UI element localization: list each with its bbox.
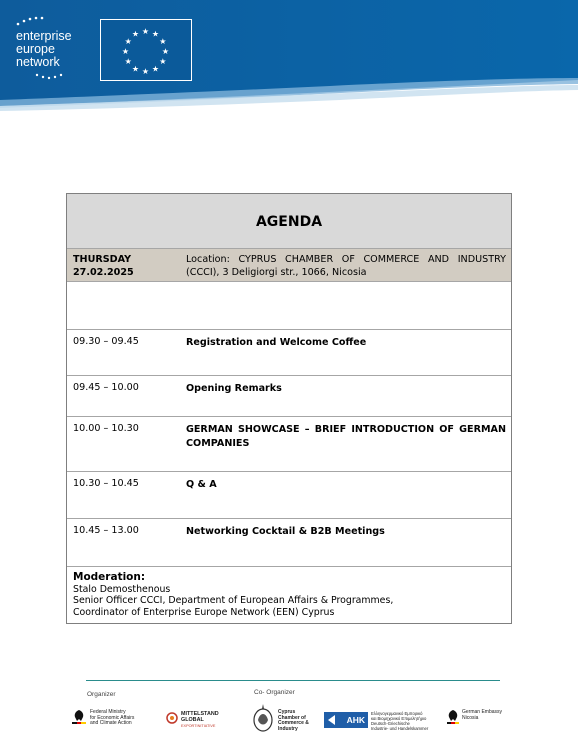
logo-line-2: europe <box>16 42 55 56</box>
eu-stars-icon <box>101 20 190 79</box>
star-arc-icon <box>14 16 54 28</box>
agenda-item-row <box>67 519 511 567</box>
mittelstand-line-2: GLOBAL <box>181 716 204 723</box>
svg-text:★: ★ <box>159 37 167 46</box>
bmwk-line-1: Federal Ministry <box>90 709 126 715</box>
svg-text:★: ★ <box>124 37 132 46</box>
item-title: Networking Cocktail & B2B Meetings <box>186 526 385 537</box>
svg-text:★: ★ <box>131 64 140 74</box>
ccci-line-4: Industry <box>278 725 298 732</box>
empty-time-cell <box>67 282 180 329</box>
day-label: THURSDAY <box>73 254 132 265</box>
svg-text:★: ★ <box>151 29 160 39</box>
logo-line-3: network <box>16 55 60 69</box>
ahk-arrow-icon <box>326 712 340 728</box>
mittelstand-global-logo <box>166 710 226 734</box>
agenda-title: AGENDA <box>255 214 323 230</box>
item-time: 10.30 – 10.45 <box>73 478 139 489</box>
svg-text:★: ★ <box>159 57 167 66</box>
mittelstand-line-1: MITTELSTAND <box>181 711 219 717</box>
item-time: 10.00 – 10.30 <box>73 423 139 434</box>
ccci-emblem-icon <box>251 702 275 734</box>
bmwk-line-2: for Economic Affairs <box>90 714 135 721</box>
header-banner <box>0 0 578 112</box>
bmwk-logo <box>72 708 164 734</box>
federal-eagle-icon <box>72 708 86 724</box>
ccci-line-2: Chamber of <box>278 714 306 721</box>
agenda-item-row <box>67 472 511 519</box>
date-location-row <box>67 249 511 282</box>
item-time: 10.45 – 13.00 <box>73 525 139 536</box>
ahk-line-2: και Βιομηχανικό Επιμελητήριο <box>371 716 427 721</box>
moderation-heading: Moderation: <box>73 571 146 583</box>
agenda-item-row <box>67 376 511 417</box>
item-title: GERMAN SHOWCASE – BRIEF INTRODUCTION OF GERMAN COMPANIES <box>186 424 506 449</box>
ccci-logo <box>251 702 317 736</box>
eu-flag-icon <box>100 19 192 81</box>
moderator-role-1: Senior Officer CCCI, Department of European Affairs & Programmes, <box>73 595 394 606</box>
embassy-eagle-icon <box>447 708 459 724</box>
star-arc-bottom-icon <box>34 72 74 82</box>
svg-text:★: ★ <box>124 57 132 66</box>
organizer-label: Organizer <box>87 691 116 698</box>
ahk-line-1: Ελληνογερμανικό Εμπορικό <box>371 711 423 716</box>
logo-line-1: enterprise <box>16 29 72 43</box>
ahk-text: AHK <box>346 715 365 725</box>
moderator-name: Stalo Demosthenous <box>73 583 171 595</box>
item-title: Registration and Welcome Coffee <box>186 337 367 348</box>
co-organizer-label: Co- Organizer <box>254 689 295 696</box>
date-label: 27.02.2025 <box>73 267 134 278</box>
ahk-line-4: Industrie- und Handelskammer <box>371 726 429 731</box>
item-time: 09.45 – 10.00 <box>73 382 139 393</box>
agenda-item-row <box>67 417 511 472</box>
german-embassy-logo <box>447 708 517 732</box>
svg-text:★: ★ <box>161 47 170 56</box>
moderator-role-2: Coordinator of Enterprise Europe Network (EEN) Cyprus <box>73 606 335 618</box>
item-title: Q & A <box>186 479 217 490</box>
empty-row <box>67 282 511 330</box>
ccci-line-1: Cyprus <box>278 709 296 715</box>
svg-text:★: ★ <box>141 27 150 36</box>
agenda-table <box>66 193 512 624</box>
svg-text:★: ★ <box>131 29 140 39</box>
item-title: Opening Remarks <box>186 383 282 394</box>
location-cell: Location: CYPRUS CHAMBER OF COMMERCE AND INDUSTRY (CCCI), 3 Deligiorgi str., 1066, Nicosia <box>186 254 506 278</box>
ahk-logo <box>324 710 440 734</box>
date-cell <box>67 249 180 281</box>
mittelstand-sub: EXPORTINITIATIVE <box>181 724 216 728</box>
svg-text:★: ★ <box>151 64 160 74</box>
ccci-line-3: Commerce & <box>278 720 309 727</box>
item-time: 09.30 – 09.45 <box>73 336 139 347</box>
svg-text:★: ★ <box>141 67 150 76</box>
bmwk-line-3: and Climate Action <box>90 720 132 727</box>
moderation-cell <box>67 567 511 623</box>
empty-item-cell <box>180 282 511 329</box>
enterprise-europe-network-logo <box>16 20 96 69</box>
svg-text:★: ★ <box>121 47 130 56</box>
agenda-title-row <box>67 194 511 249</box>
footer-divider <box>86 680 500 681</box>
mittelstand-circle-icon <box>166 712 178 724</box>
embassy-line-1: German Embassy <box>462 709 503 715</box>
ahk-line-3: Deutsch-Griechische <box>371 721 410 726</box>
agenda-item-row <box>67 330 511 376</box>
embassy-line-2: Nicosia <box>462 714 479 721</box>
